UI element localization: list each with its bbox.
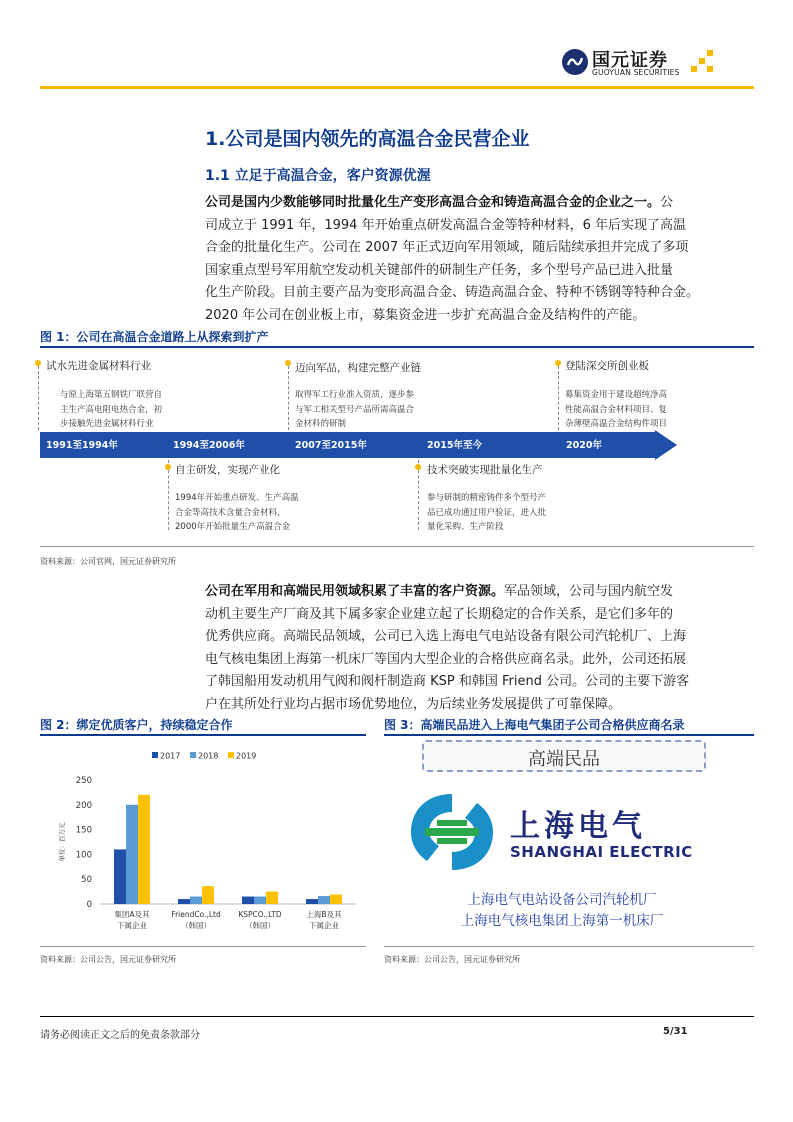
bar-2017 <box>114 849 126 904</box>
bar-2018 <box>254 897 266 904</box>
shanghai-electric-en: SHANGHAI ELECTRIC <box>510 843 693 861</box>
fig3-source: 资料来源：公司公告，国元证券研究所 <box>384 955 520 964</box>
fig3-title: 图 3：高端民品进入上海电气集团子公司合格供应商名录 <box>384 718 685 732</box>
x-tick-label: KSPCO.,LTD <box>238 910 282 919</box>
x-tick-label: 下属企业 <box>117 921 147 930</box>
para2-bold: 公司在军用和高端民用领域积累了丰富的客户资源。 <box>205 584 505 599</box>
brand-cn: 国元证券 <box>592 50 668 71</box>
fig1-rule <box>40 346 754 348</box>
para1-line: 司成立于 1991 年，1994 年开始重点研发高温合金等特种材料，6 年后实现了高温 <box>205 217 686 233</box>
event-desc: 1994年开始重点研发、生产高温 合金等高技术含量合金材料， 2000年开始批量生产高温合金 <box>175 493 299 532</box>
period-1: 1991至1994年 <box>46 440 118 451</box>
event-desc: 与原上海第五钢铁厂联营自 主生产高电阻电热合金，初 步接触先进金属材料行业 <box>60 390 163 429</box>
timeline-dot <box>415 464 421 470</box>
para1-line: 合金的批量化生产。公司在 2007 年正式迈向军用领域，随后陆续承担并完成了多项 <box>205 240 689 256</box>
legend-swatch <box>190 752 196 758</box>
y-tick-label: 50 <box>81 875 92 886</box>
para1-line: 国家重点型号军用航空发动机关键部件的研制生产任务，多个型号产品已进入批量 <box>205 262 674 278</box>
para2-line: 动机主要生产厂商及其下属多家企业建立起了长期稳定的合作关系，是它们多年的 <box>205 606 674 622</box>
period-4: 2015年至今 <box>427 440 482 451</box>
supplier-line-1: 上海电气电站设备公司汽轮机厂 <box>467 892 657 908</box>
fig1-source: 资料来源：公司官网，国元证券研究所 <box>40 557 176 566</box>
bar-2017 <box>178 899 190 904</box>
legend-label: 2018 <box>198 751 219 761</box>
event-label: 技术突破实现批量化生产 <box>427 464 543 476</box>
para2-line: 优秀供应商。高端民品领域，公司已入选上海电气电站设备有限公司汽轮机厂、上海 <box>205 629 687 645</box>
para2-tail: 军品领域，公司与国内航空发 <box>504 584 674 599</box>
event-desc: 募集资金用于建设超纯净高 性能高温合金材料项目、复 杂薄壁高温合金结构件项目 <box>565 390 668 429</box>
bar-2019 <box>202 886 214 904</box>
timeline-connector <box>418 460 419 530</box>
bar-2019 <box>266 892 278 904</box>
timeline-connector <box>288 366 289 430</box>
guoyuan-logo-icon <box>561 48 589 76</box>
bar-2019 <box>138 795 150 904</box>
page-number: 5/31 <box>663 1026 688 1037</box>
period-2: 1994至2006年 <box>173 440 245 451</box>
disclaimer-link: 请务必阅读正文之后的免责条款部分 <box>40 1030 200 1041</box>
bar-2018 <box>318 896 330 904</box>
fig2-title: 图 2：绑定优质客户，持续稳定合作 <box>40 718 233 732</box>
legend-swatch <box>228 752 234 758</box>
supplier-line-2: 上海电气核电集团上海第一机床厂 <box>460 913 664 929</box>
fig3-rule <box>384 734 754 736</box>
y-tick-label: 0 <box>86 900 92 910</box>
timeline-dot <box>165 464 171 470</box>
event-label: 自主研发，实现产业化 <box>175 464 280 476</box>
x-tick-label: （韩国） <box>245 921 275 930</box>
period-5: 2020年 <box>566 440 602 451</box>
legend-label: 2017 <box>160 751 181 761</box>
para1-line: 2020 年公司在创业板上市，募集资金进一步扩充高温合金及结构件的产能。 <box>205 307 646 323</box>
para2-line: 了韩国船用发动机用气阀和阀杆制造商 KSP 和韩国 Friend 公司。公司的主要下游客 <box>205 674 690 690</box>
timeline-connector <box>38 366 39 430</box>
y-tick-label: 100 <box>75 850 92 861</box>
bar-2017 <box>306 899 318 904</box>
legend-label: 2019 <box>236 751 257 761</box>
x-tick-label: 集团A及其 <box>114 910 150 919</box>
timeline-connector <box>168 460 169 530</box>
bar-2018 <box>190 897 202 904</box>
fig2-source: 资料来源：公司公告，国元证券研究所 <box>40 955 176 964</box>
subsection-heading: 1.1 立足于高温合金，客户资源优渥 <box>205 168 431 184</box>
y-axis-label: 单位：百万元 <box>58 822 66 862</box>
timeline-connector <box>558 366 559 430</box>
event-desc: 参与研制的精密铸件多个型号产 品已成功通过用户验证，进入批 量化采购、生产阶段 <box>427 493 547 532</box>
company-logo <box>561 46 721 80</box>
bar-2019 <box>330 895 342 904</box>
event-label: 试水先进金属材料行业 <box>46 360 151 372</box>
bar-chart <box>40 740 366 940</box>
y-tick-label: 250 <box>75 776 92 786</box>
fig1-bottom-rule <box>40 546 754 547</box>
bar-2018 <box>126 805 138 904</box>
event-desc: 取得军工行业准入资质，逐步参 与军工相关型号产品所需高温合 金材料的研制 <box>295 390 415 429</box>
header-rule <box>40 86 754 89</box>
x-tick-label: 上海B及其 <box>306 910 342 919</box>
paragraph-2 <box>205 581 716 717</box>
x-tick-label: 下属企业 <box>309 921 339 930</box>
para1-line: 化生产阶段。目前主要产品为变形高温合金、铸造高温合金、特种不锈钢等特种合金。 <box>205 285 700 301</box>
fig3-bottom-rule <box>384 946 754 947</box>
fig2-bottom-rule <box>40 946 366 947</box>
legend-swatch <box>152 752 158 758</box>
event-label: 迈向军品，构建完整产业链 <box>295 362 421 374</box>
para2-line: 电气核电集团上海第一机床厂等国内大型企业的合格供应商名录。此外，公司还拓展 <box>205 651 687 667</box>
logo-dots-icon <box>691 48 719 76</box>
para1-bold: 公司是国内少数能够同时批量化生产变形高温合金和铸造高温合金的企业之一。 <box>205 195 661 210</box>
event-label: 登陆深交所创业板 <box>565 360 649 372</box>
para2-line: 户在其所处行业均占据市场优势地位，为后续业务发展提供了可靠保障。 <box>205 696 622 712</box>
fig2-rule <box>40 734 366 736</box>
shanghai-electric-cn: 上海电气 <box>510 809 646 844</box>
footer-rule <box>40 1016 754 1017</box>
fig1-title: 图 1：公司在高温合金道路上从探索到扩产 <box>40 330 269 344</box>
x-tick-label: （韩国） <box>181 921 211 930</box>
highend-box <box>422 740 706 772</box>
y-tick-label: 200 <box>75 800 92 811</box>
bar-2017 <box>242 897 254 904</box>
brand-en: GUOYUAN SECURITIES <box>592 68 680 77</box>
period-3: 2007至2015年 <box>295 440 367 451</box>
shanghai-electric-logo-icon <box>405 790 499 874</box>
para1-tail: 公 <box>660 195 674 210</box>
highend-label: 高端民品 <box>528 749 600 770</box>
paragraph-1 <box>205 192 716 328</box>
section-heading: 1.公司是国内领先的高温合金民营企业 <box>205 128 530 150</box>
x-tick-label: FriendCo.,Ltd <box>171 910 221 919</box>
y-tick-label: 150 <box>75 825 92 836</box>
